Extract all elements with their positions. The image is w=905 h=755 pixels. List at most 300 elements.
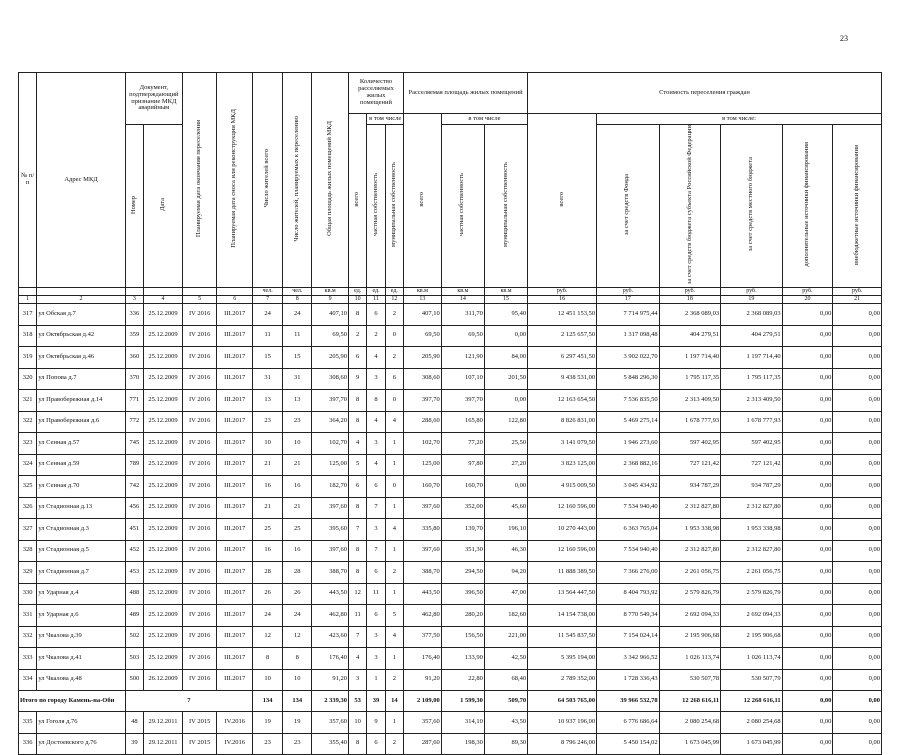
table-cell: 77,20 — [441, 433, 484, 455]
table-cell: IV 2015 — [182, 733, 217, 755]
total-cell: 53 — [349, 691, 367, 712]
table-cell: ул Стадионная д.3 — [37, 519, 125, 541]
table-cell: 335,80 — [404, 519, 442, 541]
table-cell: 221,00 — [484, 626, 527, 648]
unit-cell: чел. — [283, 288, 312, 296]
table-cell: 317 — [19, 304, 37, 326]
table-cell: 2 312 827,80 — [721, 497, 782, 519]
table-cell: 326 — [19, 497, 37, 519]
table-cell: 6 — [367, 733, 385, 755]
table-cell: 3 — [367, 368, 385, 390]
table-cell: 2 313 409,50 — [721, 390, 782, 412]
table-cell: 288,60 — [404, 411, 442, 433]
table-cell: ул Стадионная д.7 — [37, 562, 125, 584]
table-cell: 125,00 — [404, 454, 442, 476]
table-cell: 7 — [349, 519, 367, 541]
table-cell: 335 — [19, 712, 37, 734]
column-number-cell: 18 — [659, 296, 720, 304]
table-cell: 2 — [385, 733, 403, 755]
header-fund: за счет средств Фонда — [597, 125, 660, 288]
table-cell: 351,30 — [441, 540, 484, 562]
table-cell: 25.12.2009 — [144, 411, 183, 433]
table-cell: IV 2016 — [182, 540, 217, 562]
table-cell: ул Достоевского д.76 — [37, 733, 125, 755]
table-cell: ул Правобережная д.6 — [37, 411, 125, 433]
table-cell: 6 297 451,50 — [528, 347, 597, 369]
table-cell: 6 — [349, 476, 367, 498]
table-cell: 205,90 — [404, 347, 442, 369]
table-cell: 1 673 045,99 — [721, 733, 782, 755]
table-cell: 359 — [125, 325, 143, 347]
table-cell: 0,00 — [484, 390, 527, 412]
table-cell: 0,00 — [833, 476, 882, 498]
table-cell: 0,00 — [833, 626, 882, 648]
column-number-cell: 2 — [37, 296, 125, 304]
table-cell: 742 — [125, 476, 143, 498]
header-doc-group: Документ, подтверждающий признание МКД аварийным — [125, 73, 182, 125]
table-cell: 2 579 826,79 — [721, 583, 782, 605]
unit-cell — [19, 288, 37, 296]
table-cell: 0,00 — [782, 454, 833, 476]
table-cell: 0,00 — [833, 648, 882, 670]
table-cell: III.2017 — [217, 583, 253, 605]
table-cell: 1 197 714,40 — [721, 347, 782, 369]
table-cell: 9 — [367, 712, 385, 734]
table-cell: 328 — [19, 540, 37, 562]
table-cell: 2 368 882,16 — [597, 454, 660, 476]
table-cell: III.2017 — [217, 519, 253, 541]
table-cell: 397,60 — [404, 540, 442, 562]
table-cell: 24 — [253, 304, 283, 326]
table-body — [19, 304, 882, 755]
header-doc-number: Номер — [125, 125, 143, 288]
header-private: частная собственность — [367, 125, 385, 288]
table-cell: 3 — [367, 519, 385, 541]
unit-cell: руб. — [782, 288, 833, 296]
table-cell: 23 — [283, 411, 312, 433]
unit-cell: ед. — [385, 288, 403, 296]
table-cell: 0,00 — [782, 583, 833, 605]
table-cell: 1 317 098,48 — [597, 325, 660, 347]
table-cell: 727 121,42 — [659, 454, 720, 476]
unit-cell: кв.м — [404, 288, 442, 296]
column-number-cell: 16 — [528, 296, 597, 304]
table-cell: 9 438 531,00 — [528, 368, 597, 390]
table-cell: 934 787,29 — [721, 476, 782, 498]
column-number-cell: 13 — [404, 296, 442, 304]
table-cell: 2 312 827,80 — [721, 540, 782, 562]
table-cell: ул Стадионная д.5 — [37, 540, 125, 562]
table-cell: 24 — [283, 605, 312, 627]
table-cell: 160,70 — [441, 476, 484, 498]
table-cell: 2 080 254,68 — [721, 712, 782, 734]
table-cell: 388,70 — [312, 562, 349, 584]
table-cell: 25.12.2009 — [144, 497, 183, 519]
table-cell: ул Сенная д.59 — [37, 454, 125, 476]
table-cell: 25 — [283, 519, 312, 541]
table-cell: 331 — [19, 605, 37, 627]
table-cell: 0,00 — [782, 390, 833, 412]
table-cell: 0,00 — [833, 733, 882, 755]
table-cell: IV 2016 — [182, 669, 217, 691]
total-cell: 2 339,30 — [312, 691, 349, 712]
table-cell: 7 366 276,00 — [597, 562, 660, 584]
table-cell: ул Октябрьская д.46 — [37, 347, 125, 369]
table-cell: 25.12.2009 — [144, 454, 183, 476]
header-area-group: Расселяемая площадь жилых помещений — [404, 73, 528, 114]
header-incl: в том числе — [367, 114, 404, 125]
table-cell: 12 451 153,50 — [528, 304, 597, 326]
table-cell: 0,00 — [833, 411, 882, 433]
column-number-cell: 4 — [144, 296, 183, 304]
table-row — [19, 325, 882, 347]
table-cell: 2 313 409,50 — [659, 390, 720, 412]
table-cell: 25.12.2009 — [144, 347, 183, 369]
table-cell: III.2017 — [217, 347, 253, 369]
unit-cell: ед. — [349, 288, 367, 296]
table-cell: 357,60 — [312, 712, 349, 734]
table-cell: 3 342 966,52 — [597, 648, 660, 670]
table-cell: ул Сенная д.70 — [37, 476, 125, 498]
table-cell: 7 714 975,44 — [597, 304, 660, 326]
table-cell: 321 — [19, 390, 37, 412]
total-cell: 39 — [367, 691, 385, 712]
table-cell: IV 2016 — [182, 368, 217, 390]
table-cell: 22,80 — [441, 669, 484, 691]
table-cell: 107,10 — [441, 368, 484, 390]
table-cell: 0,00 — [484, 476, 527, 498]
table-cell: 397,70 — [312, 390, 349, 412]
table-cell: 176,40 — [404, 648, 442, 670]
unit-cell: руб. — [659, 288, 720, 296]
table-cell: IV 2016 — [182, 390, 217, 412]
table-cell: 314,10 — [441, 712, 484, 734]
table-cell: ул Попова д.7 — [37, 368, 125, 390]
total-doc-count: 7 — [125, 691, 252, 712]
table-cell: 0,00 — [833, 583, 882, 605]
table-cell: 0 — [385, 390, 403, 412]
table-cell: 10 937 196,00 — [528, 712, 597, 734]
table-cell: 503 — [125, 648, 143, 670]
table-cell: 5 848 296,30 — [597, 368, 660, 390]
column-number-cell: 15 — [484, 296, 527, 304]
table-cell: 397,60 — [404, 497, 442, 519]
table-cell: 395,60 — [312, 519, 349, 541]
unit-cell: кв.м — [312, 288, 349, 296]
table-cell: 0,00 — [833, 433, 882, 455]
table-cell: 1 197 714,40 — [659, 347, 720, 369]
table-cell: 364,20 — [312, 411, 349, 433]
table-cell: 7 154 024,14 — [597, 626, 660, 648]
table-cell: 0 — [385, 325, 403, 347]
table-cell: 84,00 — [484, 347, 527, 369]
table-cell: 21 — [253, 454, 283, 476]
table-cell: 423,60 — [312, 626, 349, 648]
table-cell: 6 — [385, 368, 403, 390]
header-area-total: Общая площадь жилых помещений МКД — [312, 73, 349, 288]
header-no: № п/п — [19, 73, 37, 288]
table-cell: 25 — [253, 519, 283, 541]
table-cell: 352,00 — [441, 497, 484, 519]
table-row — [19, 540, 882, 562]
table-cell: 12 — [349, 583, 367, 605]
table-cell: 1 953 338,98 — [659, 519, 720, 541]
table-cell: 91,20 — [404, 669, 442, 691]
table-row — [19, 583, 882, 605]
table-cell: 8 770 549,34 — [597, 605, 660, 627]
table-cell: 7 — [367, 497, 385, 519]
table-cell: 456 — [125, 497, 143, 519]
table-cell: ул Обская д.7 — [37, 304, 125, 326]
table-cell: 597 402,95 — [721, 433, 782, 455]
table-cell: 397,70 — [441, 390, 484, 412]
header-residents-total: Число жителей всего — [253, 73, 283, 288]
table-cell: 1 953 338,98 — [721, 519, 782, 541]
table-cell: 25.12.2009 — [144, 583, 183, 605]
table-cell: IV 2016 — [182, 325, 217, 347]
table-cell: 15 — [253, 347, 283, 369]
table-cell: 28 — [283, 562, 312, 584]
table-cell: 0,00 — [782, 304, 833, 326]
table-cell: 25,50 — [484, 433, 527, 455]
table-cell: 7 534 940,40 — [597, 540, 660, 562]
table-cell: 8 404 793,92 — [597, 583, 660, 605]
table-cell: 27,20 — [484, 454, 527, 476]
table-cell: 1 946 273,60 — [597, 433, 660, 455]
table-cell: 7 — [349, 626, 367, 648]
table-cell: 2 — [385, 669, 403, 691]
column-number-cell: 7 — [253, 296, 283, 304]
table-cell: 19 — [253, 712, 283, 734]
header-address: Адрес МКД — [37, 73, 125, 288]
table-row — [19, 669, 882, 691]
table-cell: 2 261 056,75 — [721, 562, 782, 584]
table-cell: 308,60 — [312, 368, 349, 390]
table-cell: 89,30 — [484, 733, 527, 755]
table-cell: 334 — [19, 669, 37, 691]
table-cell: 2 789 352,00 — [528, 669, 597, 691]
table-cell: 8 — [253, 648, 283, 670]
table-cell: 789 — [125, 454, 143, 476]
table-cell: 6 — [367, 605, 385, 627]
table-row — [19, 648, 882, 670]
table-cell: 530 507,79 — [721, 669, 782, 691]
table-cell: 404 279,51 — [659, 325, 720, 347]
table-cell: 2 195 906,68 — [721, 626, 782, 648]
table-cell: 0,00 — [782, 712, 833, 734]
table-cell: 25.12.2009 — [144, 390, 183, 412]
table-cell: 404 279,51 — [721, 325, 782, 347]
header-rooms-total: всего — [349, 114, 367, 288]
table-cell: 333 — [19, 648, 37, 670]
table-cell: 10 — [253, 669, 283, 691]
unit-cell — [125, 288, 143, 296]
table-cell: 336 — [19, 733, 37, 755]
table-row — [19, 411, 882, 433]
column-number-cell: 20 — [782, 296, 833, 304]
table-cell: 11 545 837,50 — [528, 626, 597, 648]
table-cell: 0,00 — [484, 325, 527, 347]
table-cell: 6 363 765,04 — [597, 519, 660, 541]
table-cell: 453 — [125, 562, 143, 584]
table-cell: 205,90 — [312, 347, 349, 369]
table-cell: 0,00 — [782, 368, 833, 390]
table-cell: III.2017 — [217, 368, 253, 390]
table-cell: 336 — [125, 304, 143, 326]
table-cell: III.2017 — [217, 411, 253, 433]
table-cell: 29.12.2011 — [144, 733, 183, 755]
table-cell: 0,00 — [782, 562, 833, 584]
table-cell: 397,60 — [312, 497, 349, 519]
table-cell: 462,80 — [312, 605, 349, 627]
table-cell: IV 2016 — [182, 411, 217, 433]
table-cell: 771 — [125, 390, 143, 412]
table-cell: 9 — [349, 368, 367, 390]
table-cell: 16 — [253, 540, 283, 562]
table-cell: 31 — [283, 368, 312, 390]
table-cell: 10 270 443,00 — [528, 519, 597, 541]
table-cell: 69,50 — [312, 325, 349, 347]
table-cell: 8 — [349, 562, 367, 584]
table-cell: 1 795 117,35 — [721, 368, 782, 390]
table-cell: 23 — [283, 733, 312, 755]
header-local: за счет средств местного бюджета — [721, 125, 782, 288]
table-cell: IV 2016 — [182, 519, 217, 541]
table-cell: 8 — [349, 304, 367, 326]
table-cell: 597 402,95 — [659, 433, 720, 455]
table-cell: 0,00 — [833, 519, 882, 541]
table-cell: 10 — [283, 669, 312, 691]
header-area-private: частная собственность — [441, 125, 484, 288]
table-cell: 21 — [253, 497, 283, 519]
table-cell: 15 — [283, 347, 312, 369]
table-cell: 23 — [253, 733, 283, 755]
table-row — [19, 605, 882, 627]
table-cell: IV 2016 — [182, 648, 217, 670]
table-cell: 47,00 — [484, 583, 527, 605]
table-row — [19, 347, 882, 369]
table-cell: 443,50 — [404, 583, 442, 605]
table-cell: 2 — [367, 325, 385, 347]
table-cell: 121,90 — [441, 347, 484, 369]
resettlement-table — [18, 72, 882, 755]
table-cell: 13 564 447,50 — [528, 583, 597, 605]
table-cell: 0 — [385, 476, 403, 498]
header-rooms-group: Количество расселяемых жилых помещений — [349, 73, 404, 114]
table-cell: 19 — [283, 712, 312, 734]
table-cell: 8 — [349, 411, 367, 433]
table-cell: 7 534 940,40 — [597, 497, 660, 519]
unit-cell: руб. — [833, 288, 882, 296]
table-cell: 95,40 — [484, 304, 527, 326]
table-cell: 0,00 — [782, 669, 833, 691]
table-cell: 125,00 — [312, 454, 349, 476]
table-cell: 2 312 827,80 — [659, 540, 720, 562]
table-cell: 39 — [125, 733, 143, 755]
column-number-cell: 9 — [312, 296, 349, 304]
table-cell: 452 — [125, 540, 143, 562]
table-cell: 3 — [367, 648, 385, 670]
table-cell: 1 — [367, 669, 385, 691]
table-cell: 11 — [283, 325, 312, 347]
table-row — [19, 368, 882, 390]
table-cell: 102,70 — [404, 433, 442, 455]
table-cell: 11 — [367, 583, 385, 605]
table-cell: 327 — [19, 519, 37, 541]
table-cell: III.2017 — [217, 476, 253, 498]
table-cell: 451 — [125, 519, 143, 541]
table-cell: 13 — [253, 390, 283, 412]
header-planned-demolition: Планируемая дата сноса или реконструкции МКД — [217, 73, 253, 288]
table-cell: 0,00 — [782, 648, 833, 670]
table-cell: 21 — [283, 454, 312, 476]
total-label: Итого по городу Камень-на-Оби — [19, 691, 126, 712]
table-cell: 324 — [19, 454, 37, 476]
table-cell: 330 — [19, 583, 37, 605]
header-residents-planned: Число жителей, планируемых к переселению — [283, 73, 312, 288]
table-cell: 4 — [367, 454, 385, 476]
table-cell: 0,00 — [782, 733, 833, 755]
table-cell: 6 776 686,64 — [597, 712, 660, 734]
table-cell: 8 — [283, 648, 312, 670]
table-cell: 12 — [283, 626, 312, 648]
table-row — [19, 476, 882, 498]
table-cell: 1 673 045,99 — [659, 733, 720, 755]
column-number-cell: 11 — [367, 296, 385, 304]
page-number: 23 — [840, 34, 848, 43]
table-cell: 26 — [253, 583, 283, 605]
table-cell: 10 — [349, 712, 367, 734]
column-number-cell: 21 — [833, 296, 882, 304]
table-cell: 1 — [385, 540, 403, 562]
table-cell: 0,00 — [782, 497, 833, 519]
table-cell: 45,60 — [484, 497, 527, 519]
table-cell: 68,40 — [484, 669, 527, 691]
table-cell: IV 2016 — [182, 626, 217, 648]
table-cell: 198,30 — [441, 733, 484, 755]
table-cell: 94,20 — [484, 562, 527, 584]
table-cell: 21 — [283, 497, 312, 519]
table-cell: 69,50 — [441, 325, 484, 347]
table-cell: III.2017 — [217, 626, 253, 648]
table-cell: 25.12.2009 — [144, 605, 183, 627]
table-cell: 25.12.2009 — [144, 519, 183, 541]
table-cell: 360 — [125, 347, 143, 369]
table-cell: 24 — [253, 605, 283, 627]
table-cell: 2 — [385, 562, 403, 584]
table-cell: 25.12.2009 — [144, 368, 183, 390]
table-cell: 8 — [367, 390, 385, 412]
column-number-cell: 10 — [349, 296, 367, 304]
table-cell: 355,40 — [312, 733, 349, 755]
table-cell: 3 045 434,92 — [597, 476, 660, 498]
table-cell: ул Ударная д.4 — [37, 583, 125, 605]
column-numbers-row — [19, 296, 882, 304]
table-cell: 1 — [385, 454, 403, 476]
table-cell: 8 826 831,00 — [528, 411, 597, 433]
table-cell: 4 — [385, 411, 403, 433]
table-cell: 102,70 — [312, 433, 349, 455]
table-cell: 2 368 089,03 — [721, 304, 782, 326]
table-cell: ул Правобережная д.14 — [37, 390, 125, 412]
table-cell: 2 368 089,03 — [659, 304, 720, 326]
table-cell: ул Гоголя д.76 — [37, 712, 125, 734]
table-cell: 1 795 117,35 — [659, 368, 720, 390]
table-cell: 5 — [385, 605, 403, 627]
table-cell: IV 2016 — [182, 497, 217, 519]
table-cell: 2 — [385, 304, 403, 326]
table-cell: 6 — [367, 304, 385, 326]
